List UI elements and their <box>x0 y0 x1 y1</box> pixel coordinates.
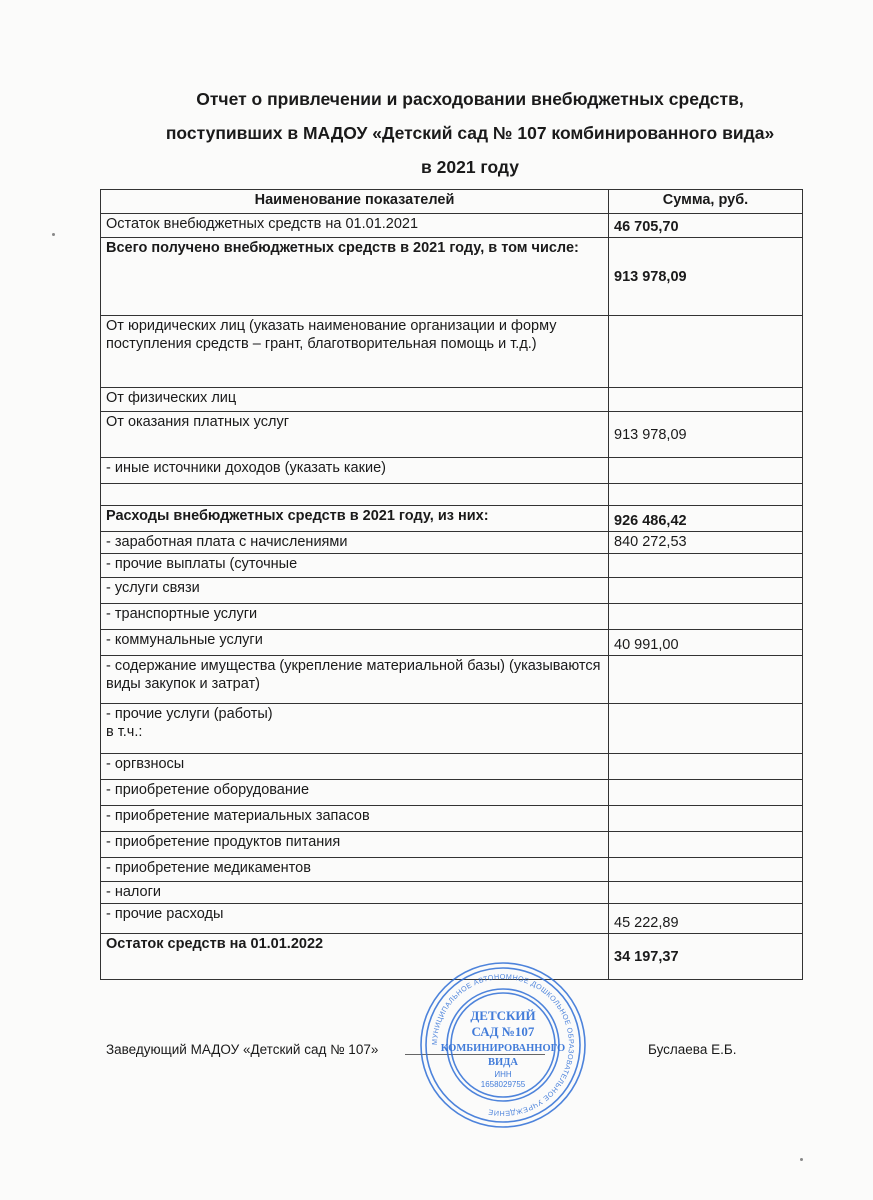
table-row <box>101 214 803 238</box>
row-name: Всего получено внебюджетных средств в 2021 году, в том числе: <box>101 238 609 316</box>
row-sum: 913 978,09 <box>609 238 803 316</box>
row-sum: 40 991,00 <box>609 630 803 656</box>
table-row <box>101 604 803 630</box>
table-row <box>101 238 803 316</box>
row-sum: 840 272,53 <box>609 532 803 554</box>
table-row <box>101 458 803 484</box>
row-sum: 46 705,70 <box>609 214 803 238</box>
row-name: От оказания платных услуг <box>101 412 609 458</box>
row-name: - иные источники доходов (указать какие) <box>101 458 609 484</box>
table-row <box>101 630 803 656</box>
row-name: - прочие выплаты (суточные <box>101 554 609 578</box>
table-row <box>101 882 803 904</box>
row-name: От юридических лиц (указать наименование организации и форму поступления средств – грант, благотворительная помощь и т.д.) <box>101 316 609 388</box>
table-row <box>101 316 803 388</box>
row-sum <box>609 780 803 806</box>
row-sum <box>609 578 803 604</box>
row-sum: 926 486,42 <box>609 506 803 532</box>
row-name <box>101 484 609 506</box>
row-name: - приобретение материальных запасов <box>101 806 609 832</box>
signature-name: Буслаева Е.Б. <box>648 1042 737 1057</box>
row-name: - оргвзносы <box>101 754 609 780</box>
row-name: - налоги <box>101 882 609 904</box>
table-row <box>101 532 803 554</box>
table-header-row <box>101 190 803 214</box>
row-name: - содержание имущества (укрепление материальной базы) (указываются виды закупок и затрат) <box>101 656 609 704</box>
table-row <box>101 554 803 578</box>
table-row <box>101 780 803 806</box>
row-sum <box>609 656 803 704</box>
table-row <box>101 806 803 832</box>
row-sum <box>609 754 803 780</box>
row-name: Остаток средств на 01.01.2022 <box>101 934 609 980</box>
row-sum <box>609 554 803 578</box>
table-row <box>101 904 803 934</box>
row-name: От физических лиц <box>101 388 609 412</box>
organization-stamp <box>418 960 588 1130</box>
scan-speck <box>800 1158 803 1161</box>
table-row <box>101 412 803 458</box>
row-sum <box>609 806 803 832</box>
table-row <box>101 578 803 604</box>
title-line-3: в 2021 году <box>421 157 519 177</box>
stamp-line-3: КОМБИНИРОВАННОГО <box>440 1043 566 1054</box>
row-sum <box>609 882 803 904</box>
row-name: - услуги связи <box>101 578 609 604</box>
row-name: - приобретение оборудование <box>101 780 609 806</box>
table-row <box>101 704 803 754</box>
row-name <box>101 704 609 754</box>
title-line-2: поступивших в МАДОУ «Детский сад № 107 комбинированного вида» <box>165 123 775 143</box>
report-table <box>100 189 803 980</box>
table-row <box>101 832 803 858</box>
signature-position: Заведующий МАДОУ «Детский сад № 107» <box>106 1042 379 1057</box>
table-row <box>101 754 803 780</box>
row-name-line-2: в т.ч.: <box>106 724 143 740</box>
row-sum <box>609 388 803 412</box>
row-name: - приобретение продуктов питания <box>101 832 609 858</box>
stamp-line-1: ДЕТСКИЙ <box>470 1008 536 1023</box>
table-row <box>101 858 803 882</box>
row-name: - коммунальные услуги <box>101 630 609 656</box>
stamp-line-4: ВИДА <box>488 1057 518 1068</box>
row-name: - транспортные услуги <box>101 604 609 630</box>
row-sum: 34 197,37 <box>609 934 803 980</box>
title-line-1: Отчет о привлечении и расходовании внебюджетных средств, <box>196 89 744 109</box>
stamp-ring-text: МУНИЦИПАЛЬНОЕ АВТОНОМНОЕ ДОШКОЛЬНОЕ ОБРАЗОВАТЕЛЬНОЕ УЧРЕЖДЕНИЕ <box>429 971 577 1119</box>
table-row <box>101 656 803 704</box>
stamp-line-5: ИНН <box>494 1070 512 1079</box>
table-row <box>101 506 803 532</box>
table-row <box>101 388 803 412</box>
row-name: - прочие расходы <box>101 904 609 934</box>
row-name-line-1: - прочие услуги (работы) <box>106 706 273 722</box>
stamp-line-6: 1658029755 <box>480 1080 526 1089</box>
stamp-line-2: САД №107 <box>471 1024 535 1039</box>
row-name: Расходы внебюджетных средств в 2021 году, из них: <box>101 506 609 532</box>
row-sum <box>609 832 803 858</box>
row-sum <box>609 704 803 754</box>
row-sum: 913 978,09 <box>609 412 803 458</box>
row-sum: 45 222,89 <box>609 904 803 934</box>
row-sum <box>609 316 803 388</box>
header-sum: Сумма, руб. <box>609 190 803 214</box>
scan-speck <box>52 233 55 236</box>
row-sum <box>609 858 803 882</box>
report-title <box>120 82 820 184</box>
row-sum <box>609 484 803 506</box>
row-sum <box>609 604 803 630</box>
table-row <box>101 484 803 506</box>
header-name: Наименование показателей <box>101 190 609 214</box>
row-name: Остаток внебюджетных средств на 01.01.2021 <box>101 214 609 238</box>
row-name: - заработная плата с начислениями <box>101 532 609 554</box>
row-sum <box>609 458 803 484</box>
row-name: - приобретение медикаментов <box>101 858 609 882</box>
